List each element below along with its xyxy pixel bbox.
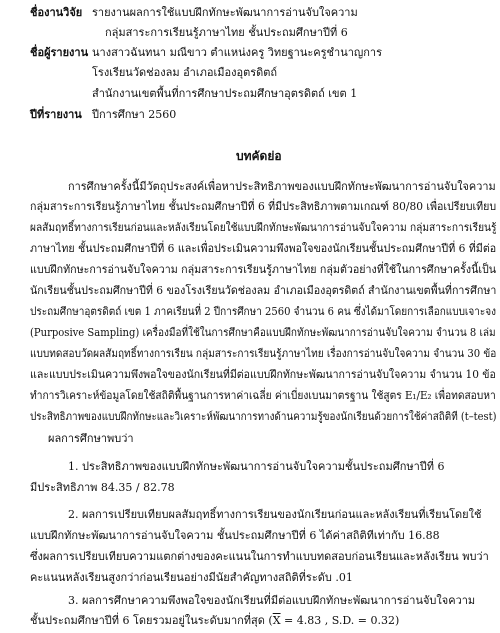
result-3-line — [30, 614, 399, 628]
mean-symbol: $\overline{X}$ — [272, 614, 281, 627]
abstract-line: นักเรียนชั้นประถมศึกษาปีที่ 6 ของโรงเรียนวัดช่องลม อำเภอเมืองอุตรดิตถ์ สำนักงานเขตพื้นที่การศึกษา — [30, 284, 497, 297]
result-2-line: ซึ่งผลการเปรียบเทียบความแตกต่างของคะแนนในการทำแบบทดสอบก่อนเรียนและหลังเรียน พบว่า — [30, 550, 489, 563]
result-3-stats: = 4.83 , S.D. = 0.32) — [280, 614, 400, 627]
abstract-line: ภาษาไทย ชั้นประถมศึกษาปีที่ 6 และเพื่อประเมินความพึงพอใจของนักเรียนชั้นประถมศึกษาปีที่ 6 ที่มีต่อ — [30, 242, 497, 255]
results-heading: ผลการศึกษาพบว่า — [48, 432, 134, 445]
result-2-line: คะแนนหลังเรียนสูงกว่าก่อนเรียนอย่างมีนัยสำคัญทางสถิติที่ระดับ .01 — [30, 571, 353, 584]
result-3-text: ชั้นประถมศึกษาปีที่ 6 โดยรวมอยู่ในระดับมากที่สุด ( — [30, 614, 273, 627]
abstract-line: และแบบประเมินความพึงพอใจของนักเรียนที่มีต่อแบบฝึกทักษะพัฒนาการอ่านจับใจความ จำนวน 10 ข้อ — [30, 368, 496, 381]
abstract-heading: บทคัดย่อ — [236, 149, 282, 163]
title-line-2: กลุ่มสาระการเรียนรู้ภาษาไทย ชั้นประถมศึกษาปีที่ 6 — [105, 26, 348, 39]
abstract-line: กลุ่มสาระการเรียนรู้ภาษาไทย ชั้นประถมศึกษาปีที่ 6 ที่มีประสิทธิภาพตามเกณฑ์ 80/80 เพื่อเปรียบเทียบ — [30, 200, 497, 213]
year-value: ปีการศึกษา 2560 — [92, 108, 177, 121]
result-3-line: 3. ผลการศึกษาความพึงพอใจของนักเรียนที่มีต่อแบบฝึกทักษะพัฒนาการอ่านจับใจความ — [68, 594, 476, 607]
author-line-3: สำนักงานเขตพื้นที่การศึกษาประถมศึกษาอุตรดิตถ์ เขต 1 — [92, 87, 358, 100]
title-label: ชื่องานวิจัย — [30, 6, 83, 19]
abstract-line: ประสิทธิภาพของแบบฝึกทักษะและวิเคราะห์พัฒนาการทางด้านความรู้ของนักเรียนด้วยการใช้ค่าสถิติที (t–test) — [30, 410, 497, 423]
abstract-line: การศึกษาครั้งนี้มีวัตถุประสงค์เพื่อหาประสิทธิภาพของแบบฝึกทักษะพัฒนาการอ่านจับใจความ — [68, 180, 496, 193]
year-label: ปีที่รายงาน — [30, 108, 82, 121]
abstract-line: แบบทดสอบวัดผลสัมฤทธิ์ทางการเรียน กลุ่มสาระการเรียนรู้ภาษาไทย เรื่องการอ่านจับใจความ จำนวน 30 ข้อ — [30, 347, 497, 360]
abstract-line: ผลสัมฤทธิ์ทางการเรียนก่อนและหลังเรียนโดยใช้แบบฝึกทักษะพัฒนาการอ่านจับใจความ กลุ่มสาระการเรียนรู้ — [30, 221, 497, 234]
abstract-line: ประถมศึกษาอุตรดิตถ์ เขต 1 ภาคเรียนที่ 2 ปีการศึกษา 2560 จำนวน 6 คน ซึ่งได้มาโดยการเลือกแบบเจาะจง — [30, 305, 496, 318]
result-1-line: 1. ประสิทธิภาพของแบบฝึกทักษะพัฒนาการอ่านจับใจความชั้นประถมศึกษาปีที่ 6 — [68, 460, 445, 473]
result-2-line: แบบฝึกทักษะพัฒนาการอ่านจับใจความ ชั้นประถมศึกษาปีที่ 6 ได้ค่าสถิติทีเท่ากับ 16.88 — [30, 529, 440, 542]
abstract-line: ทำการวิเคราะห์ข้อมูลโดยใช้สถิติพื้นฐานการหาค่าเฉลี่ย ค่าเบี่ยงเบนมาตรฐาน ใช้สูตร E₁/E₂ เพื่อทดสอบหา — [30, 389, 496, 402]
result-1-line: มีประสิทธิภาพ 84.35 / 82.78 — [30, 481, 175, 494]
title-line-1: รายงานผลการใช้แบบฝึกทักษะพัฒนาการอ่านจับใจความ — [92, 6, 358, 19]
abstract-line: (Purposive Sampling) เครื่องมือที่ใช้ในการศึกษาคือแบบฝึกทักษะพัฒนาการอ่านจับใจความ จำนวน 8 เล่ม — [30, 326, 496, 339]
abstract-line: แบบฝึกทักษะการอ่านจับใจความ กลุ่มสาระการเรียนรู้ภาษาไทย กลุ่มตัวอย่างที่ใช้ในการศึกษาครั้งนี้เป็น — [30, 263, 497, 276]
author-label: ชื่อผู้รายงาน — [30, 46, 89, 59]
author-line-1: นางสาวฉันทนา มณีขาว ตำแหน่งครู วิทยฐานะครูชำนาญการ — [92, 46, 383, 59]
result-2-line: 2. ผลการเปรียบเทียบผลสัมฤทธิ์ทางการเรียนของนักเรียนก่อนและหลังเรียนที่เรียนโดยใช้ — [68, 508, 482, 521]
author-line-2: โรงเรียนวัดช่องลม อำเภอเมืองอุตรดิตถ์ — [92, 66, 278, 79]
